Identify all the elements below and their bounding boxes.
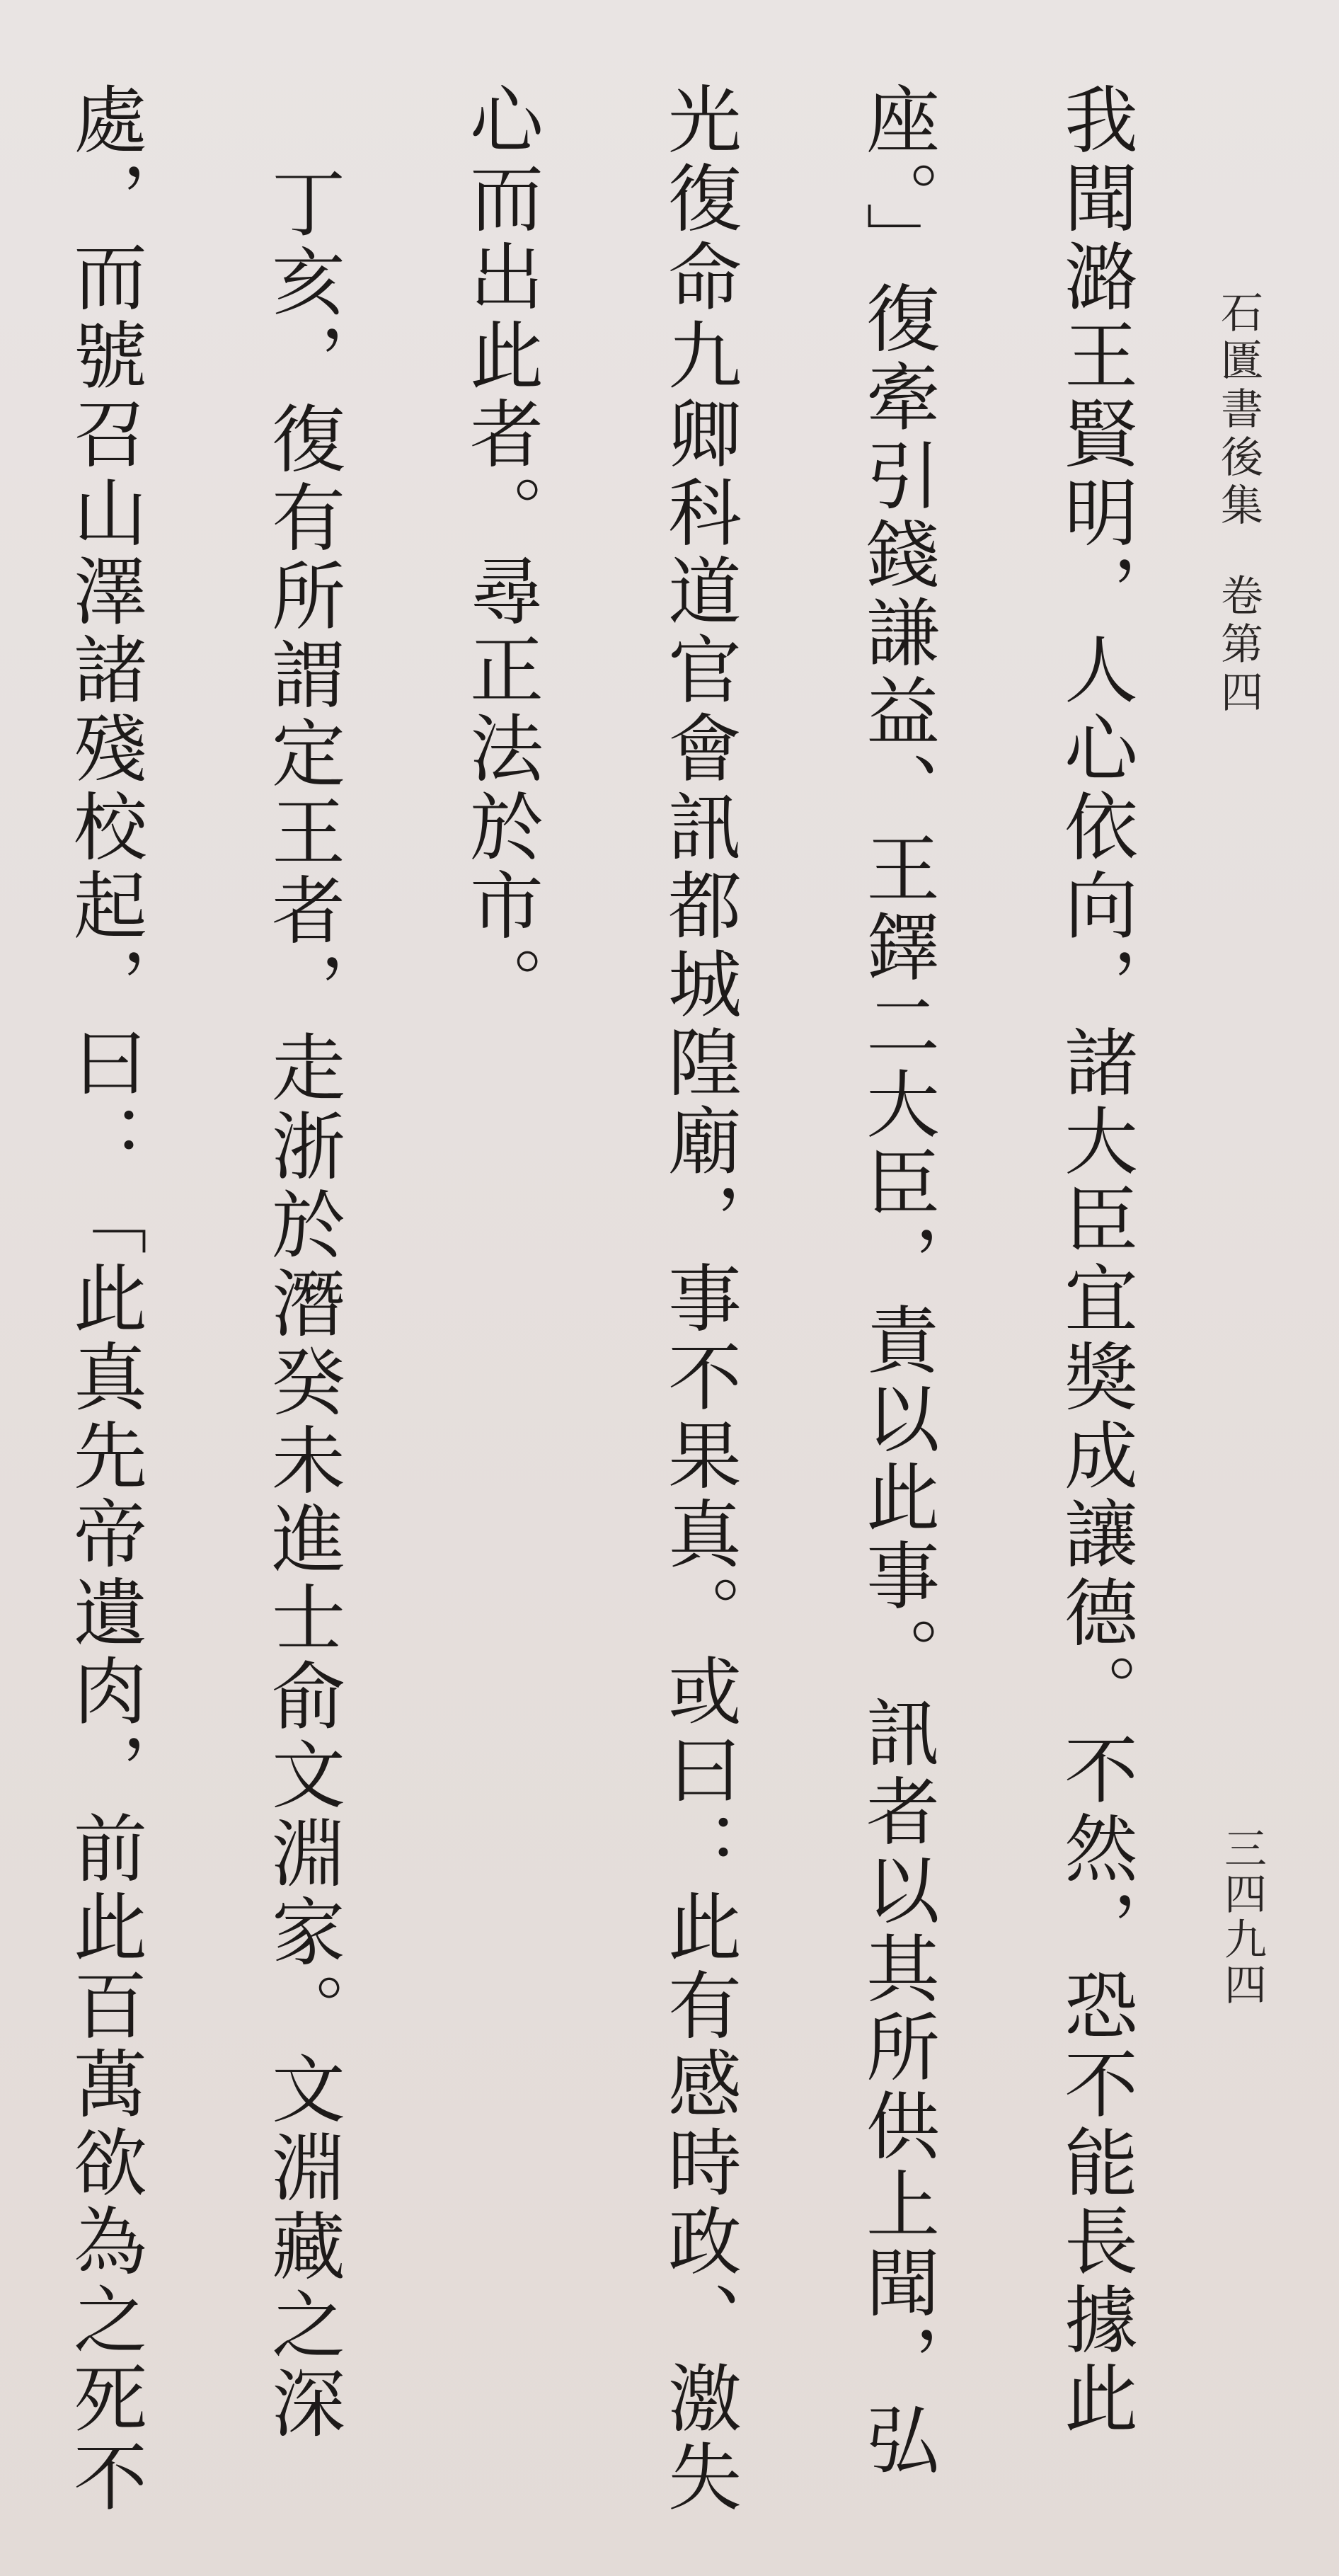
main-text	[0, 81, 1194, 2531]
page-number: 三四九四	[1217, 1826, 1267, 2008]
running-head	[1214, 290, 1263, 718]
paragraph-text: 我聞潞王賢明，人心依向，諸大臣宜獎成讓德。不然，恐不能長據此座。」復牽引錢謙益、王鐸二大臣，責以此事。訊者以其所供上聞，弘光復命九卿科道官會訊都城隍廟，事不果真。或曰：此有感時政、激失心而出此者。尋正法於市。	[457, 81, 1138, 2517]
book-title: 石匱書後集	[1214, 290, 1263, 531]
paragraph	[0, 81, 401, 2531]
paragraph	[401, 81, 1194, 2531]
paragraph-text: 丁亥，復有所謂定王者，走浙於潛癸未進士俞文淵家。文淵藏之深處，而號召山澤諸殘校起，曰：「此真先帝遺肉，前此百萬欲為之死不	[61, 81, 345, 2517]
volume-label: 卷第四	[1214, 573, 1263, 718]
